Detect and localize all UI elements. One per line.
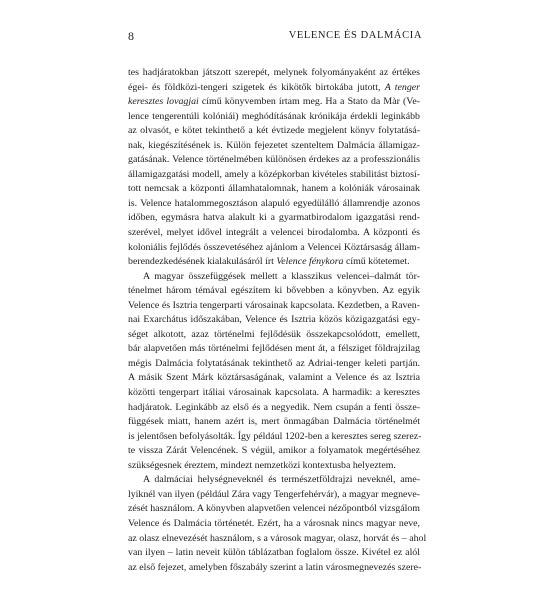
italic-title: A tenger [384,81,420,93]
text-line [128,430,420,445]
italic-title: keresztes lovagjai [128,96,199,108]
italic-title: Velence fénykora [276,256,344,268]
text-line [128,357,420,372]
text-run: közötti tengerpart itáliai városainak kapcsolata. A harmadik: a keresztes [128,387,420,399]
body-text [128,66,427,575]
text-line [128,313,420,328]
text-line [128,168,420,183]
text-run: Velence és Isztria tengerparti városainak kapcsolata. Kezdetben, a Raven- [128,299,420,311]
text-run: ténelmet három témával egészítem ki bővebben a könyvben. Az egyik [128,285,420,297]
text-run: az olasz elnevezését használom, s a városok magyar, olasz, horvát és – ahol [128,532,427,544]
text-line [128,139,420,154]
text-run: című kötetemet. [343,256,410,268]
text-line [128,153,420,168]
text-run: Velence és Dalmácia történetét. Ezért, ha a városnak nincs magyar neve, [128,517,420,529]
text-line [128,546,420,561]
text-line [128,386,420,401]
text-line [128,561,420,576]
text-line [128,226,420,241]
text-line [128,241,420,256]
text-line [128,328,420,343]
text-line [128,95,420,110]
text-run: te vissza Zárát Velencének. S végül, amikor a folyamatok megértéséhez [128,445,420,457]
text-run: is jelentősen befolyásolták. Így például 1202-ben a keresztes sereg szerez- [128,430,422,442]
text-run: tes hadjáratokban játszott szerepét, melynek folyományaként az értékes [128,67,420,78]
text-line [128,488,420,503]
text-run: A másik Szent Márk köztársaságának, valamint a Velence és az Isztria [128,372,420,384]
text-run: van ilyen – latin neveit külön táblázatban foglalom össze. Kivétel ez alól [128,547,420,559]
text-run: nak, kiegészítésének is. Külön fejezetet szenteltem Dalmácia államigaz- [128,139,420,151]
text-line [128,284,420,299]
text-run: koloniális fejlődés összevetéséhez ajánlom a Velencei Köztársaság állam- [128,241,420,253]
text-line [128,255,420,270]
running-head: VELENCE ÉS DALMÁCIA [288,30,422,41]
text-line [128,342,420,357]
text-run: is. Velence hatalommegosztáson alapuló egyedülálló államrendje azonos [128,197,420,209]
text-run: függések miatt, hanem azért is, mert önmagában Dalmácia történelmét [128,416,420,428]
paragraph [128,473,427,575]
text-line [128,66,420,81]
text-run: szerével, melyet idővel integrált a velencei birodalomba. A központi és [128,227,420,239]
text-line [128,517,420,532]
text-run: államigazgatási modell, amely a középkorban kivételes stabilitást biztosí- [128,168,420,180]
text-run: gatásának. Velence történelmében különösen érdekes az a professzionális [128,154,420,166]
text-line [128,401,420,416]
page-number: 8 [128,29,135,43]
text-line [128,197,420,212]
text-line [128,124,420,139]
text-run: lence tengerentúli kolóniái) meghódításának krónikája érdekli leginkább [128,110,420,122]
text-line [128,299,420,314]
text-run: A dalmáciai helységneveknél és természetföldrajzi neveknél, ame- [143,474,420,486]
text-line [128,459,420,474]
text-line [128,81,420,96]
text-run: időben, egymásra hatva alakult ki a gyarmatbirodalom igazgatási rend- [128,212,420,224]
text-line [128,532,427,547]
text-run: A magyar összefüggések mellett a klasszikus velencei–dalmát tör- [143,270,420,282]
text-line [128,415,420,430]
text-run: nai Exarchátus időszakában, Velence és Isztria közös közigazgatási egy- [128,314,420,326]
text-run: lyiknél van ilyen (például Zára vagy Tengerfehérvár), a magyar megneve- [128,488,420,500]
text-run: című könyvemben írtam meg. Ha a Stato da Màr (Ve- [198,96,420,108]
text-run: hadjáratok. Leginkább az első és a negyedik. Nem csupán a fenti össze- [128,401,420,413]
text-line [128,110,420,125]
text-run: az olvasót, e kötet tekinthető a két évtizede megjelent könyv folytatásá- [128,125,420,137]
text-run: berendezkedésének kialakulásáról írt [128,256,277,268]
text-run: zését használom. A könyvben alapvetően velencei nézőpontból vizsgálom [128,503,420,515]
text-line [128,270,420,285]
text-line [128,444,420,459]
paragraph [128,270,420,474]
paragraph [128,66,420,270]
text-line [128,371,420,386]
text-line [128,502,420,517]
text-run: bár alapvetően más történelmi fejlődésen ment át, a félsziget földrajzilag [128,343,420,355]
text-run: mégis Dalmácia folytatásának tekinthető az Adriai-tenger keleti partján. [128,357,420,369]
text-run: az első fejezet, amelyben főszabály szerint a latin városmegnevezés szere- [128,561,422,573]
text-line [128,182,420,197]
text-line [128,211,420,226]
text-line [128,473,420,488]
text-run: séget alkotott, azaz történelmi fejlődésük összekapcsolódott, emellett, [128,328,420,340]
text-run: tott nemcsak a központi államhatalomnak, hanem a kolóniák városainak [128,183,420,195]
text-run: égei- és földközi-tengeri szigetek és kikötők birtokába jutott, [128,81,385,93]
text-run: szükségesnek éreztem, mindezt nemzetközi kontextusba helyeztem. [128,459,396,471]
